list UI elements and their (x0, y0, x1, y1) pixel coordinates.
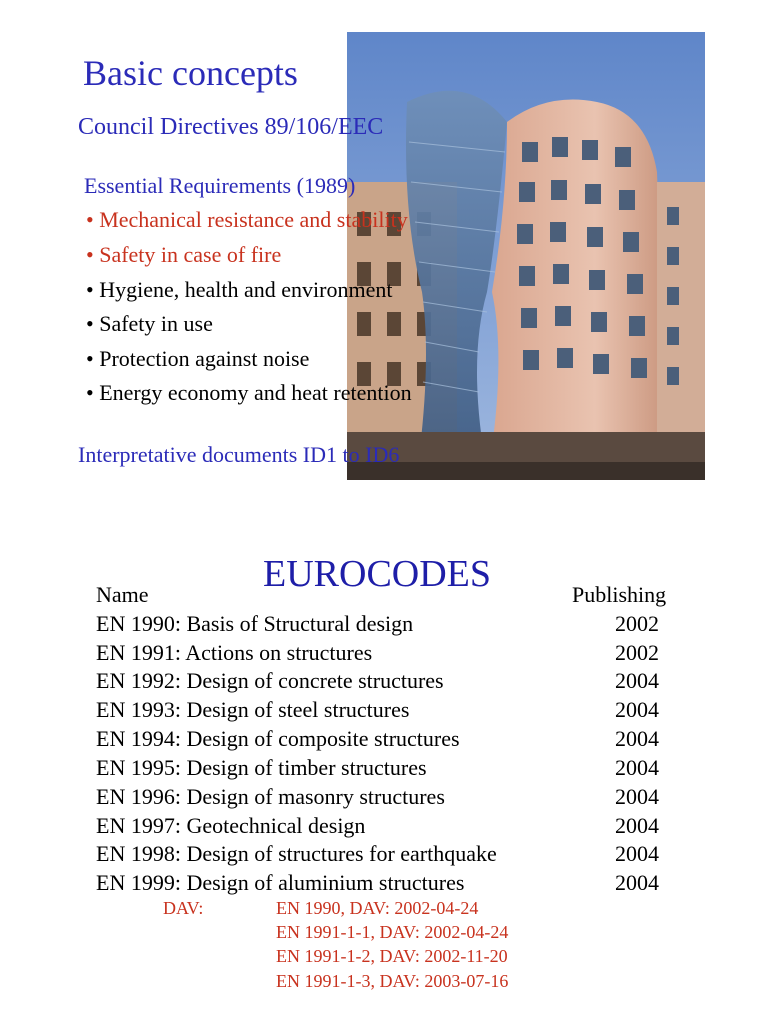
column-header-name: Name (96, 582, 149, 607)
eurocode-name: EN 1996: Design of masonry structures (96, 784, 445, 809)
eurocode-name: EN 1990: Basis of Structural design (96, 611, 414, 636)
dav-line: EN 1990, DAV: 2002-04-24 (276, 898, 479, 918)
eurocode-name: EN 1992: Design of concrete structures (96, 668, 444, 693)
dav-label: DAV: (163, 898, 204, 918)
eurocode-name: EN 1995: Design of timber structures (96, 755, 427, 780)
eurocode-row (96, 611, 696, 639)
eurocode-row (96, 841, 696, 869)
eurocode-year: 2004 (615, 870, 659, 895)
eurocode-name: EN 1993: Design of steel structures (96, 697, 410, 722)
eurocode-year: 2004 (615, 813, 659, 838)
requirement-item: • Energy economy and heat retention (86, 380, 412, 405)
column-header-publishing: Publishing (572, 582, 667, 607)
eurocode-year: 2002 (615, 611, 659, 636)
eurocode-year: 2004 (615, 726, 659, 751)
dav-line: EN 1991-1-2, DAV: 2002-11-20 (276, 946, 508, 966)
eurocode-year: 2004 (615, 697, 659, 722)
requirement-item: • Protection against noise (86, 346, 310, 371)
eurocode-row (96, 697, 696, 725)
directive-subtitle: Council Directives 89/106/EEC (78, 114, 384, 140)
dav-line: EN 1991-1-1, DAV: 2002-04-24 (276, 922, 509, 942)
eurocode-row (96, 640, 696, 668)
eurocode-name: EN 1999: Design of aluminium structures (96, 870, 465, 895)
eurocode-name: EN 1997: Geotechnical design (96, 813, 366, 838)
eurocode-year: 2004 (615, 668, 659, 693)
eurocode-row (96, 726, 696, 754)
interpretative-documents: Interpretative documents ID1 to ID6 (78, 442, 400, 467)
eurocode-row (96, 784, 696, 812)
eurocode-row (96, 668, 696, 696)
page-title: Basic concepts (83, 53, 298, 93)
requirement-item: • Safety in case of fire (86, 242, 282, 267)
requirement-item: • Hygiene, health and environment (86, 277, 393, 302)
eurocode-name: EN 1991: Actions on structures (96, 640, 373, 665)
eurocode-name: EN 1998: Design of structures for earthquake (96, 841, 497, 866)
eurocode-row (96, 813, 696, 841)
requirement-item: • Mechanical resistance and stability (86, 207, 408, 232)
requirements-heading: Essential Requirements (1989) (84, 173, 356, 198)
requirement-item: • Safety in use (86, 311, 213, 336)
eurocode-name: EN 1994: Design of composite structures (96, 726, 460, 751)
eurocode-row (96, 755, 696, 783)
dav-line: EN 1991-1-3, DAV: 2003-07-16 (276, 971, 509, 991)
eurocode-year: 2004 (615, 784, 659, 809)
building-photo (347, 32, 705, 480)
eurocode-year: 2002 (615, 640, 659, 665)
eurocode-row (96, 870, 696, 898)
eurocodes-title: EUROCODES (263, 553, 492, 595)
eurocode-year: 2004 (615, 841, 659, 866)
eurocode-year: 2004 (615, 755, 659, 780)
